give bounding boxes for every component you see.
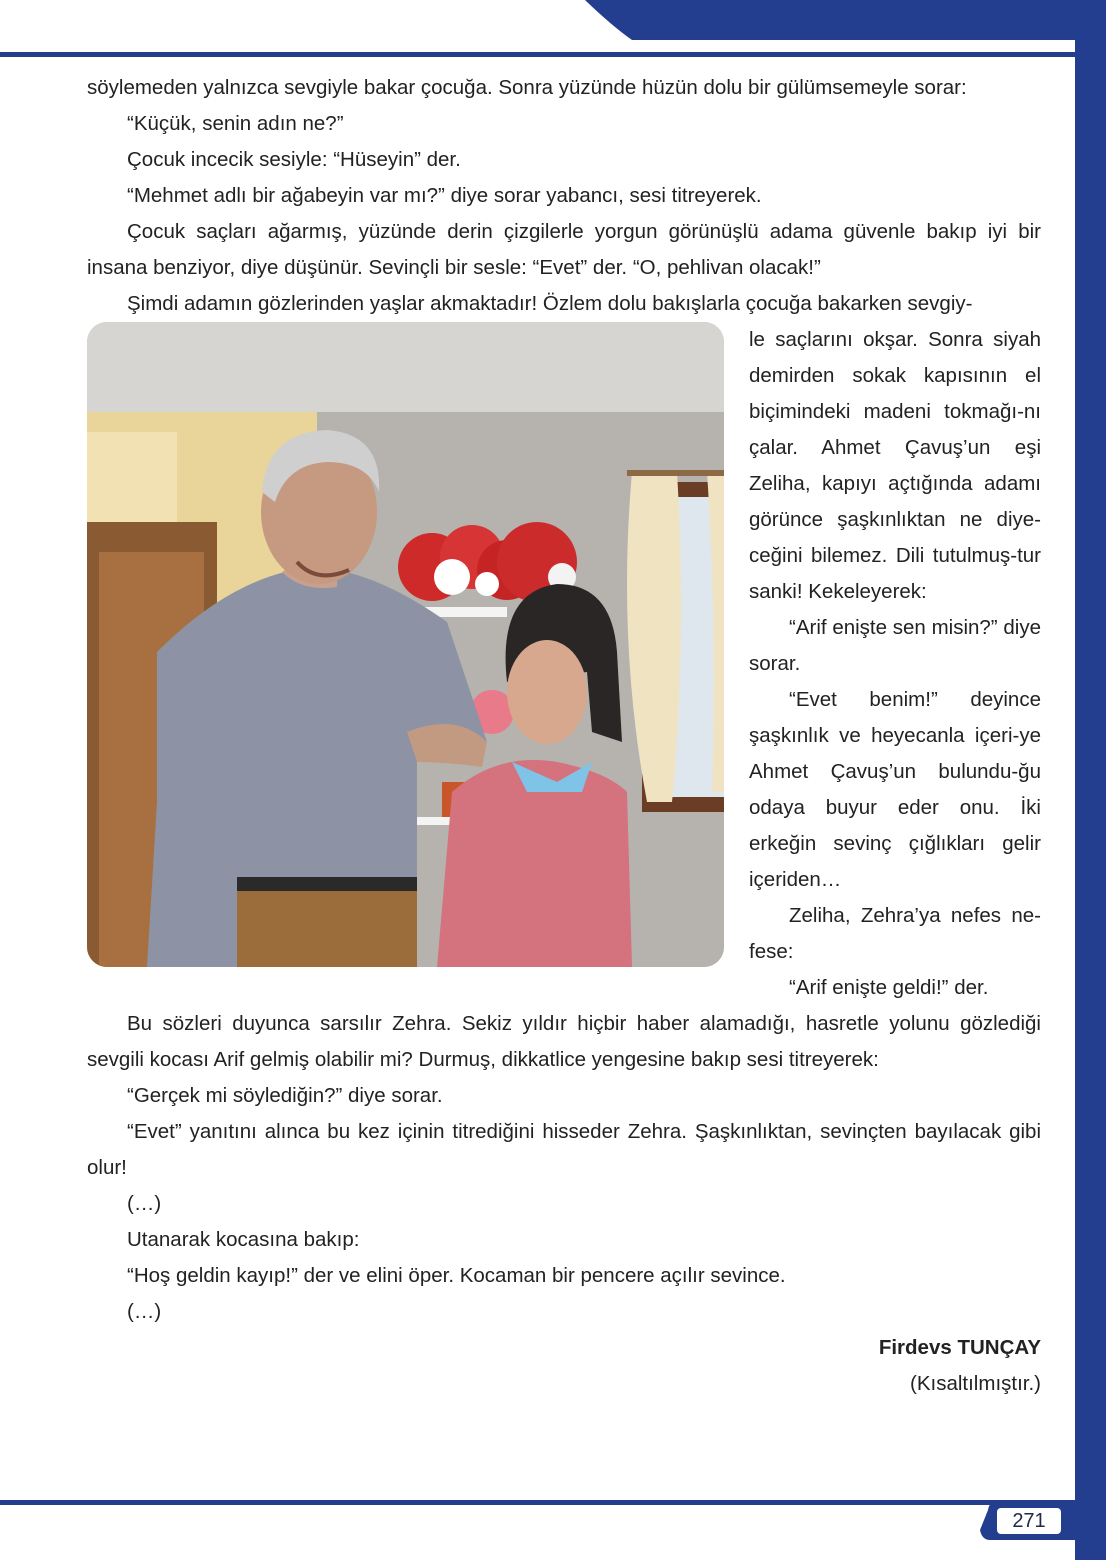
paragraph: le saçlarını okşar. Sonra siyah demirden sokak kapısının el biçimindeki madeni tokmağı-nı çalar. Ahmet Çavuş’un eşi Zeliha, kapıyı açtığında adamı görünce şaşkınlıktan ne diye-ceğini bilemez. Dili tutulmuş-tur sanki! Kekeleyerek: [749, 328, 1041, 603]
header-tab [585, 0, 1106, 40]
paragraph: “Mehmet adlı bir ağabeyin var mı?” diye sorar yabancı, sesi titreyerek. [127, 184, 762, 207]
paragraph: Bu sözleri duyunca sarsılır Zehra. Sekiz yıldır hiçbir haber alamadığı, hasretle yolunu gözlediği sevgili kocası Arif gelmiş olabilir mi? Durmuş, dikkatlice yengesine bakıp sesi titreyerek: [87, 1012, 1041, 1071]
paragraph: “Küçük, senin adın ne?” [127, 112, 344, 135]
paragraph: (…) [127, 1192, 162, 1215]
story-illustration [87, 322, 724, 967]
paragraph: “Evet benim!” deyince şaşkınlık ve heyecanla içeri-ye Ahmet Çavuş’un bulundu-ğu odaya buyur eder onu. İki erkeğin sevinç çığlıkları gelir içeriden… [749, 688, 1041, 891]
paragraph: Çocuk incecik sesiyle: “Hüseyin” der. [127, 148, 461, 171]
paragraph: “Arif enişte geldi!” der. [789, 976, 989, 999]
story-text [87, 70, 1041, 1402]
page-number: 271 [997, 1508, 1061, 1534]
paragraph: Utanarak kocasına bakıp: [127, 1228, 360, 1251]
paragraph: “Evet” yanıtını alınca bu kez içinin titrediğini hisseder Zehra. Şaşkınlıktan, sevinçten bayılacak gibi olur! [87, 1120, 1041, 1179]
illustration-with-text [87, 322, 1041, 1006]
paragraph: Şimdi adamın gözlerinden yaşlar akmaktadır! Özlem dolu bakışlarla çocuğa bakarken sevgiy- [127, 292, 973, 315]
right-margin-bar [1075, 0, 1106, 1560]
paragraph: (…) [127, 1300, 162, 1323]
paragraph: Çocuk saçları ağarmış, yüzünde derin çizgilerle yorgun görünüşlü adama güvenle bakıp iyi bir insana benziyor, diye düşünür. Sevinçli bir sesle: “Evet” der. “O, pehlivan olacak!” [87, 220, 1041, 279]
header-rule [0, 52, 1090, 57]
wrapped-text-column [749, 322, 1041, 1006]
paragraph: Zeliha, Zehra’ya nefes ne-fese: [749, 904, 1041, 963]
paragraph: “Hoş geldin kayıp!” der ve elini öper. Kocaman bir pencere açılır sevince. [127, 1264, 786, 1287]
footer-rule [0, 1500, 1090, 1505]
paragraph: “Gerçek mi söylediğin?” diye sorar. [127, 1084, 443, 1107]
paragraph: söylemeden yalnızca sevgiyle bakar çocuğa. Sonra yüzünde hüzün dolu bir gülümsemeyle sorar: [87, 76, 967, 99]
source-note: (Kısaltılmıştır.) [910, 1372, 1041, 1395]
paragraph: “Arif enişte sen misin?” diye sorar. [749, 616, 1041, 675]
author-name: Firdevs TUNÇAY [878, 1336, 1041, 1359]
